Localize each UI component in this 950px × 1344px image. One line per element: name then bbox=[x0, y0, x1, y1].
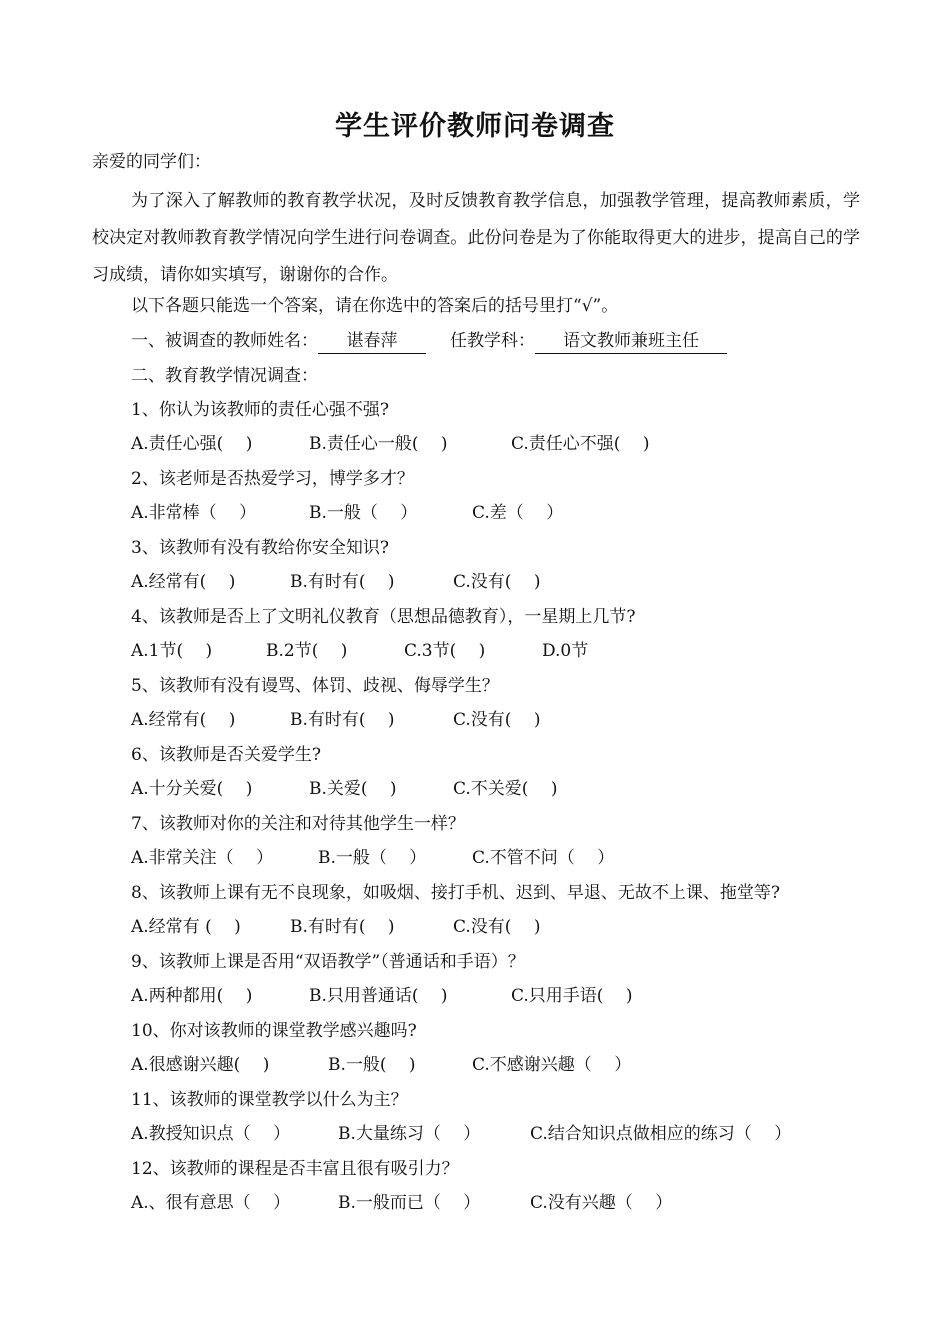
subject-label: 任教学科： bbox=[450, 331, 535, 351]
q4-option-a[interactable]: A.1节( ) bbox=[131, 641, 213, 661]
q4-option-c[interactable]: C.3节( ) bbox=[404, 641, 486, 661]
question-8: 8、该教师上课有无不良现象，如吸烟、接打手机、迟到、早退、无故不上课、拖堂等? bbox=[131, 883, 780, 903]
q12-option-c[interactable]: C.没有兴趣（ ） bbox=[530, 1193, 673, 1213]
q1-option-a[interactable]: A.责任心强( ) bbox=[131, 434, 253, 454]
question-12: 12、该教师的课程是否丰富且很有吸引力？ bbox=[131, 1159, 459, 1179]
q12-option-b[interactable]: B.一般而已（ ） bbox=[338, 1193, 481, 1213]
q6-option-a[interactable]: A.十分关爱( ) bbox=[131, 779, 253, 799]
question-1: 1、你认为该教师的责任心强不强? bbox=[131, 400, 389, 420]
question-6: 6、该教师是否关爱学生? bbox=[131, 745, 321, 765]
q10-option-c[interactable]: C.不感谢兴趣（ ） bbox=[472, 1055, 632, 1075]
q3-option-b[interactable]: B.有时有( ) bbox=[290, 572, 395, 592]
question-3: 3、该教师有没有教给你安全知识? bbox=[131, 538, 389, 558]
instruction: 以下各题只能选一个答案，请在你选中的答案后的括号里打“√”。 bbox=[131, 296, 619, 316]
q3-option-c[interactable]: C.没有( ) bbox=[453, 572, 541, 592]
q1-option-c[interactable]: C.责任心不强( ) bbox=[511, 434, 650, 454]
question-9: 9、该教师上课是否用“双语教学”（普通话和手语）？ bbox=[131, 952, 525, 972]
q10-option-a[interactable]: A.很感谢兴趣( ) bbox=[131, 1055, 270, 1075]
q9-option-c[interactable]: C.只用手语( ) bbox=[511, 986, 633, 1006]
q4-option-b[interactable]: B.2节( ) bbox=[266, 641, 348, 661]
question-5: 5、该教师有没有谩骂、体罚、歧视、侮辱学生？ bbox=[131, 676, 499, 696]
intro-paragraph: 为了深入了解教师的教育教学状况，及时反馈教育教学信息，加强教学管理，提高教师素质，学校决定对教师教育教学情况向学生进行问卷调查。此份问卷是为了你能取得更大的进步，提高自己的学习成绩，请你如实填写，谢谢你的合作。 bbox=[92, 191, 860, 285]
question-2: 2、该老师是否热爱学习，博学多才？ bbox=[131, 469, 414, 489]
q5-option-c[interactable]: C.没有( ) bbox=[453, 710, 541, 730]
question-11: 11、该教师的课堂教学以什么为主？ bbox=[131, 1090, 408, 1110]
q5-option-b[interactable]: B.有时有( ) bbox=[290, 710, 395, 730]
q6-option-c[interactable]: C.不关爱( ) bbox=[453, 779, 558, 799]
question-10: 10、你对该教师的课堂教学感兴趣吗? bbox=[131, 1021, 417, 1041]
q9-option-a[interactable]: A.两种都用( ) bbox=[131, 986, 253, 1006]
teacher-name-field: 谌春萍 bbox=[318, 329, 426, 354]
q2-option-b[interactable]: B.一般（ ） bbox=[309, 503, 418, 523]
page-title: 学生评价教师问卷调查 bbox=[335, 111, 615, 142]
q7-option-b[interactable]: B.一般（ ） bbox=[318, 848, 427, 868]
q5-option-a[interactable]: A.经常有( ) bbox=[131, 710, 236, 730]
teacher-name-label: 一、被调查的教师姓名： bbox=[131, 331, 318, 351]
q10-option-b[interactable]: B.一般( ) bbox=[328, 1055, 416, 1075]
q7-option-c[interactable]: C.不管不问（ ） bbox=[472, 848, 615, 868]
subject-field: 语文教师兼班主任 bbox=[535, 329, 727, 354]
q3-option-a[interactable]: A.经常有( ) bbox=[131, 572, 236, 592]
q8-option-a[interactable]: A.经常有 ( ) bbox=[131, 917, 241, 937]
q11-option-b[interactable]: B.大量练习（ ） bbox=[338, 1124, 481, 1144]
q6-option-b[interactable]: B.关爱( ) bbox=[309, 779, 397, 799]
q7-option-a[interactable]: A.非常关注（ ） bbox=[131, 848, 274, 868]
greeting: 亲爱的同学们： bbox=[92, 152, 211, 172]
q1-option-b[interactable]: B.责任心一般( ) bbox=[309, 434, 448, 454]
q9-option-b[interactable]: B.只用普通话( ) bbox=[309, 986, 448, 1006]
question-7: 7、该教师对你的关注和对待其他学生一样？ bbox=[131, 814, 465, 834]
q8-option-b[interactable]: B.有时有( ) bbox=[290, 917, 395, 937]
section-2-heading: 二、教育教学情况调查： bbox=[131, 366, 318, 386]
question-4: 4、该教师是否上了文明礼仪教育（思想品德教育），一星期上几节? bbox=[131, 607, 636, 627]
q2-option-a[interactable]: A.非常棒（ ） bbox=[131, 503, 257, 523]
q4-option-d[interactable]: D.0节 bbox=[542, 641, 589, 661]
q11-option-a[interactable]: A.教授知识点（ ） bbox=[131, 1124, 291, 1144]
section-1-teacher-info bbox=[131, 329, 727, 354]
q12-option-a[interactable]: A.、很有意思（ ） bbox=[131, 1193, 291, 1213]
q2-option-c[interactable]: C.差（ ） bbox=[472, 503, 564, 523]
q11-option-c[interactable]: C.结合知识点做相应的练习（ ） bbox=[530, 1124, 792, 1144]
q8-option-c[interactable]: C.没有( ) bbox=[453, 917, 541, 937]
